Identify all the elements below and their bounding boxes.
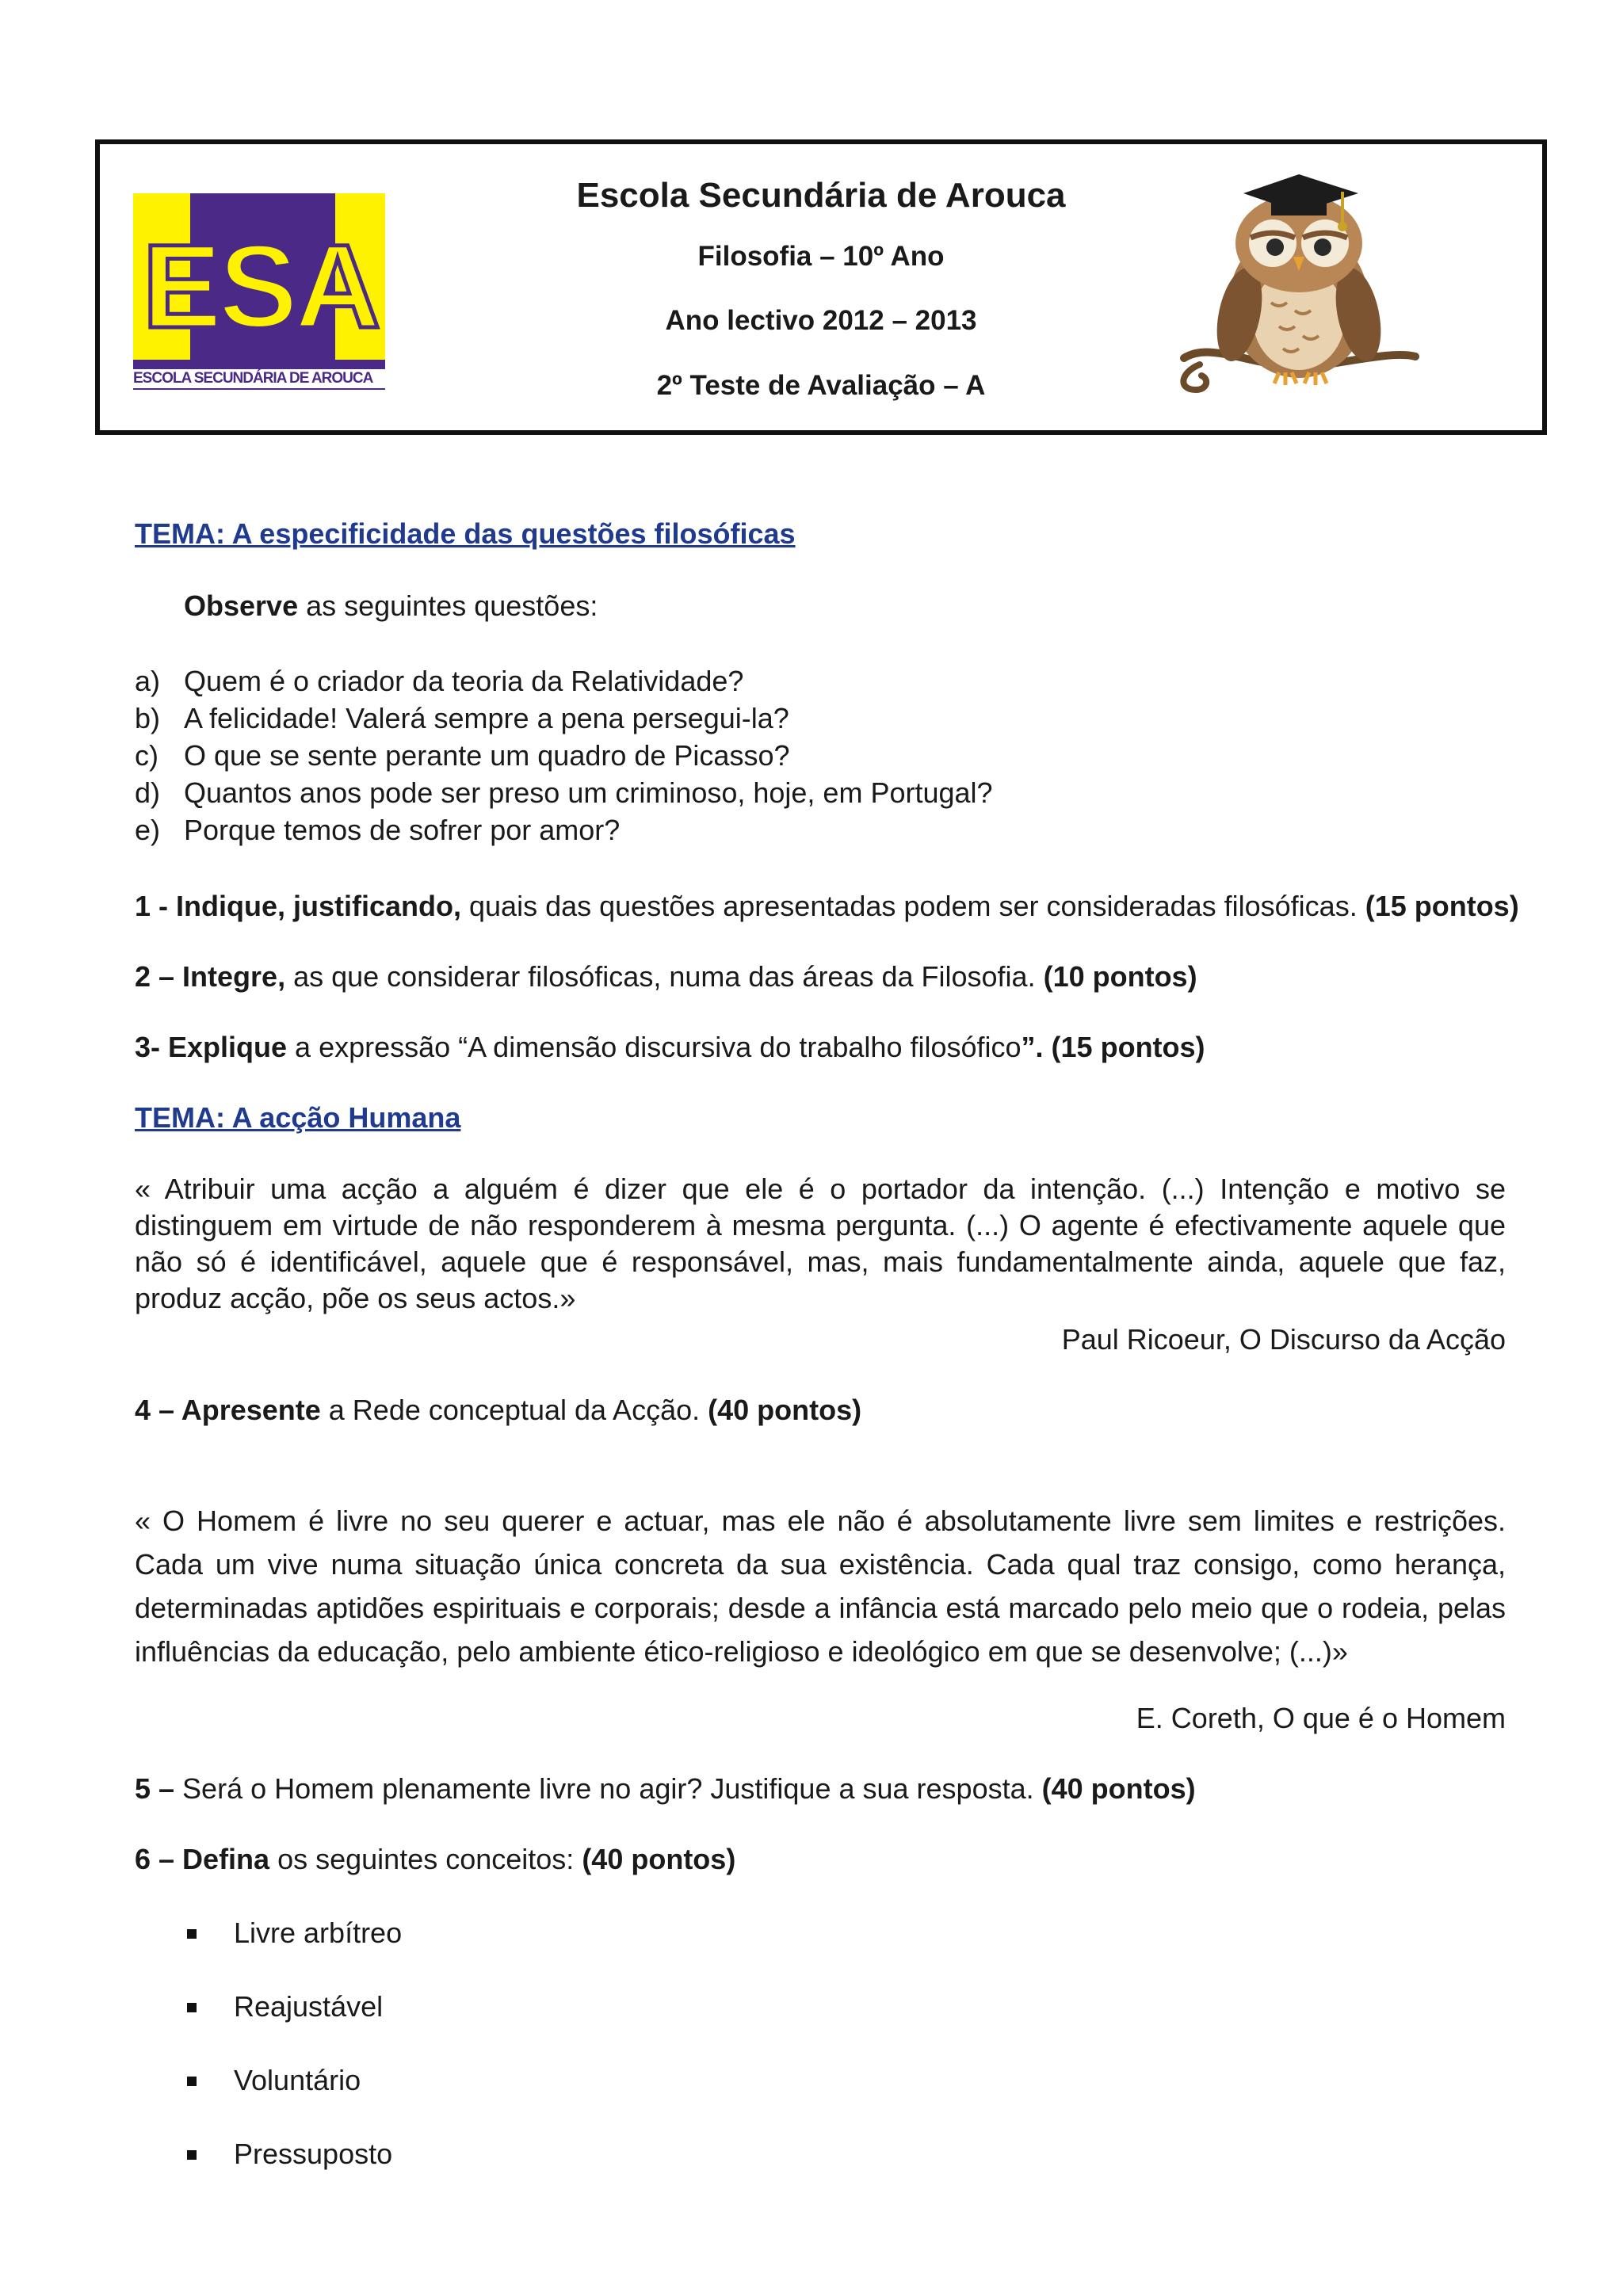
- question-1: [135, 888, 1519, 925]
- question-5: [135, 1771, 1196, 1807]
- bullet-square-icon: [187, 1929, 197, 1939]
- question-6: [135, 1841, 735, 1878]
- header-text: [512, 168, 1130, 418]
- subject-line: Filosofia – 10º Ano: [697, 241, 945, 272]
- intro-line: [184, 588, 598, 624]
- question-5-points: (40 pontos): [1041, 1772, 1196, 1805]
- question-6-text: os seguintes conceitos:: [269, 1843, 582, 1875]
- intro-rest: as seguintes questões:: [298, 589, 598, 622]
- list-item-letter: a): [135, 665, 161, 697]
- quote-coreth: « O Homem é livre no seu querer e actuar, mas ele não é absolutamente livre sem limites e restrições. Cada um vive numa situação única concreta da sua existência. Cada qual traz consigo, como herança, determinadas aptidões espirituais e corporais; desde a infância está marcado pelo meio que o rodeia, pelas influências da educação, pelo ambiente ético-religioso e ideológico em que se desenvolve; (...)»: [135, 1505, 1506, 1668]
- list-item: O que se sente perante um quadro de Picasso?: [184, 739, 790, 772]
- bullet-square-icon: [187, 2150, 197, 2160]
- question-6-instruction: 6 – Defina: [135, 1843, 270, 1875]
- question-2-points: (10 pontos): [1043, 960, 1197, 993]
- quote-coreth-source: E. Coreth, O que é o Homem: [1136, 1702, 1506, 1734]
- bullet-square-icon: [187, 2077, 197, 2086]
- quote-ricoeur-source: Paul Ricoeur, O Discurso da Acção: [1061, 1323, 1506, 1356]
- list-item: Voluntário: [234, 2064, 361, 2096]
- question-1-instruction: 1 - Indique, justificando,: [135, 890, 462, 922]
- list-item: Pressuposto: [234, 2138, 393, 2170]
- list-item: Quem é o criador da teoria da Relatividade?: [184, 665, 744, 697]
- question-5-text: Será o Homem plenamente livre no agir? Justifique a sua resposta.: [174, 1772, 1042, 1805]
- list-item: Porque temos de sofrer por amor?: [184, 814, 621, 846]
- question-4: [135, 1392, 861, 1428]
- school-name: Escola Secundária de Arouca: [576, 176, 1066, 215]
- list-item-letter: e): [135, 814, 161, 846]
- theme-title-2: TEMA: A acção Humana: [135, 1101, 461, 1134]
- question-3: [135, 1029, 1205, 1066]
- school-year-line: Ano lectivo 2012 – 2013: [665, 305, 977, 336]
- header-box: [95, 139, 1547, 435]
- question-5-instruction: 5 –: [135, 1772, 175, 1805]
- quote-ricoeur: « Atribuir uma acção a alguém é dizer que ele é o portador da intenção. (...) Intenção e motivo se distinguem em virtude de não responderem à mesma pergunta. (...) O agente é efectivamente aquele que não só é identificável, aquele que é responsável, mas, mais fundamentalmente ainda, aquele que faz, produz acção, põe os seus actos.»: [135, 1173, 1506, 1314]
- list-item: Reajustável: [234, 1990, 384, 2023]
- intro-bold: Observe: [184, 589, 299, 622]
- logo-caption: ESCOLA SECUNDÁRIA DE AROUCA: [133, 369, 385, 388]
- test-title: 2º Teste de Avaliação – A: [656, 370, 986, 401]
- question-2-text: as que considerar filosóficas, numa das áreas da Filosofia.: [285, 960, 1044, 993]
- question-3-text: a expressão “A dimensão discursiva do trabalho filosófico: [287, 1031, 1022, 1063]
- question-6-points: (40 pontos): [582, 1843, 736, 1875]
- question-4-instruction: 4 – Apresente: [135, 1394, 321, 1426]
- list-item: A felicidade! Valerá sempre a pena persegui-la?: [184, 702, 789, 734]
- question-2-instruction: 2 – Integre,: [135, 960, 286, 993]
- question-1-points: (15 pontos): [1365, 890, 1519, 922]
- question-1-text: quais das questões apresentadas podem ser consideradas filosóficas.: [461, 890, 1365, 922]
- question-4-text: a Rede conceptual da Acção.: [320, 1394, 708, 1426]
- question-3-points: ”. (15 pontos): [1021, 1031, 1205, 1063]
- list-item-letter: b): [135, 702, 161, 734]
- bullet-square-icon: [187, 2003, 197, 2012]
- question-2: [135, 959, 1197, 995]
- list-item: Livre arbítreo: [234, 1917, 403, 1949]
- list-item-letter: d): [135, 776, 161, 809]
- question-4-points: (40 pontos): [708, 1394, 862, 1426]
- owl-illustration-icon: [1168, 168, 1422, 406]
- school-logo: [133, 193, 385, 390]
- list-item: Quantos anos pode ser preso um criminoso, hoje, em Portugal?: [184, 776, 993, 809]
- theme-title-1: TEMA: A especificidade das questões filosóficas: [135, 517, 796, 550]
- question-3-instruction: 3- Explique: [135, 1031, 288, 1063]
- logo-letters: ESA: [142, 219, 378, 353]
- list-item-letter: c): [135, 739, 158, 772]
